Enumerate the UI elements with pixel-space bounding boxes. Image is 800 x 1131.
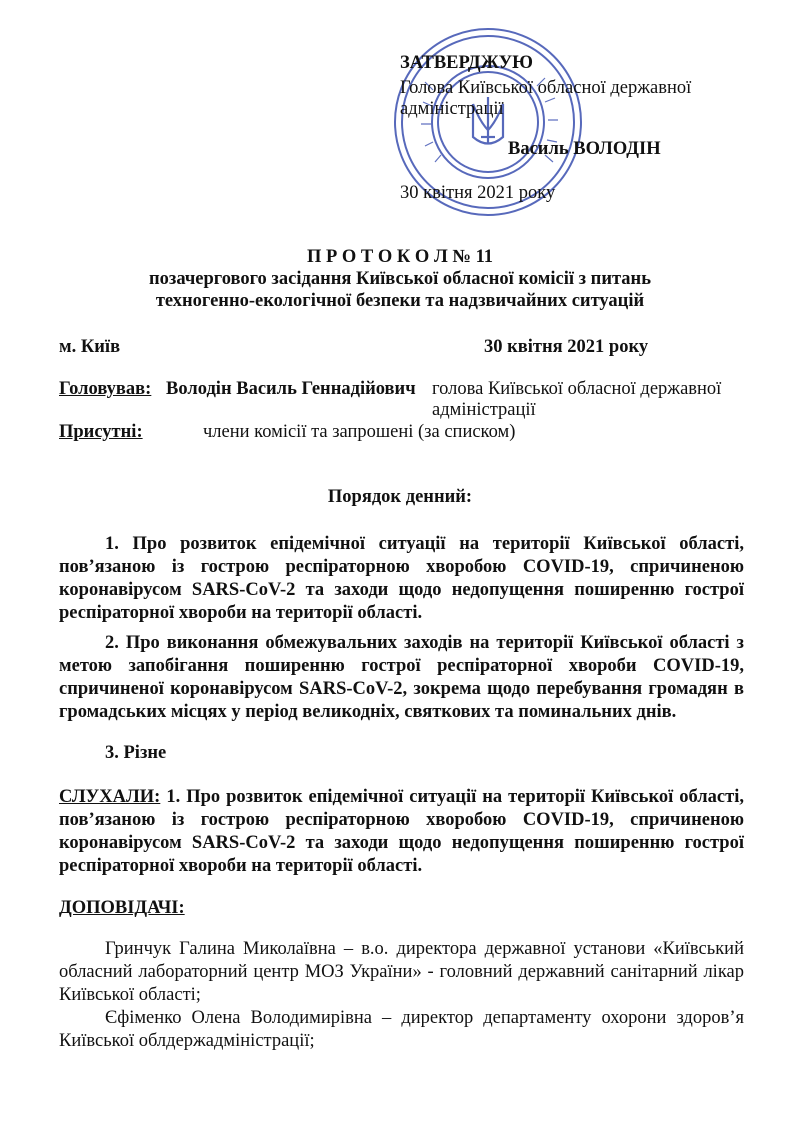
chair-role-line2: адміністрації: [432, 400, 536, 420]
approval-position-line2: адміністрації: [400, 99, 504, 119]
meeting-place: м. Київ: [59, 337, 121, 357]
approval-date: 30 квітня 2021 року: [400, 183, 556, 203]
chair-role-line1: голова Київської обласної державної: [432, 379, 722, 399]
protocol-subtitle-line1: позачергового засідання Київської обласної комісії з питань: [148, 269, 651, 289]
approval-heading: ЗАТВЕРДЖУЮ: [400, 53, 534, 73]
agenda-item-2: 2. Про виконання обмежувальних заходів на території Київської області з метою запобігання поширенню гострої респіраторної хвороби COVID-19, спричиненої коронавірусом SARS-CoV-2, зокрема щодо перебування громадян в громадських місцях у період великодніх, святкових та поминальних днів.: [59, 633, 744, 722]
protocol-title: П Р О Т О К О Л № 11: [306, 247, 494, 267]
agenda-heading: Порядок денний:: [327, 487, 473, 507]
agenda-item-1: 1. Про розвиток епідемічної ситуації на території Київської області, пов’язаною із гострою респіраторною хворобою COVID-19, спричиненою коронавірусом SARS-CoV-2 та заходи щодо недопущення поширенню гострої респіраторної хвороби на території області.: [59, 534, 744, 623]
meeting-date: 30 квітня 2021 року: [484, 337, 649, 357]
heard-label: СЛУХАЛИ:: [59, 787, 161, 807]
speakers-label: ДОПОВІДАЧІ:: [59, 898, 185, 918]
present-label: Присутні:: [59, 422, 143, 442]
speaker-2: Єфіменко Олена Володимирівна – директор департаменту охорони здоров’я Київської облдержадміністрації;: [59, 1008, 744, 1051]
chair-label: Головував:: [59, 379, 152, 399]
present-text: члени комісії та запрошені (за списком): [203, 422, 516, 442]
heard-section: СЛУХАЛИ: 1. Про розвиток епідемічної ситуації на території Київської області, пов’язаною із гострою респіраторною хворобою COVID-19, спричиненою коронавірусом SARS-CoV-2 та заходи щодо недопущення поширенню гострої респіраторної хвороби на території області.: [59, 787, 744, 876]
speaker-1: Гринчук Галина Миколаївна – в.о. директора державної установи «Київський обласний лабораторний центр МОЗ України» - головний державний санітарний лікар Київської області;: [59, 939, 744, 1005]
chair-name: Володін Василь Геннадійович: [166, 379, 416, 399]
agenda-item-3: 3. Різне: [105, 743, 167, 763]
protocol-subtitle-line2: техногенно-екологічної безпеки та надзвичайних ситуацій: [155, 291, 645, 311]
approval-position-line1: Голова Київської обласної державної: [400, 78, 692, 98]
approval-signer: Василь ВОЛОДІН: [508, 139, 661, 159]
